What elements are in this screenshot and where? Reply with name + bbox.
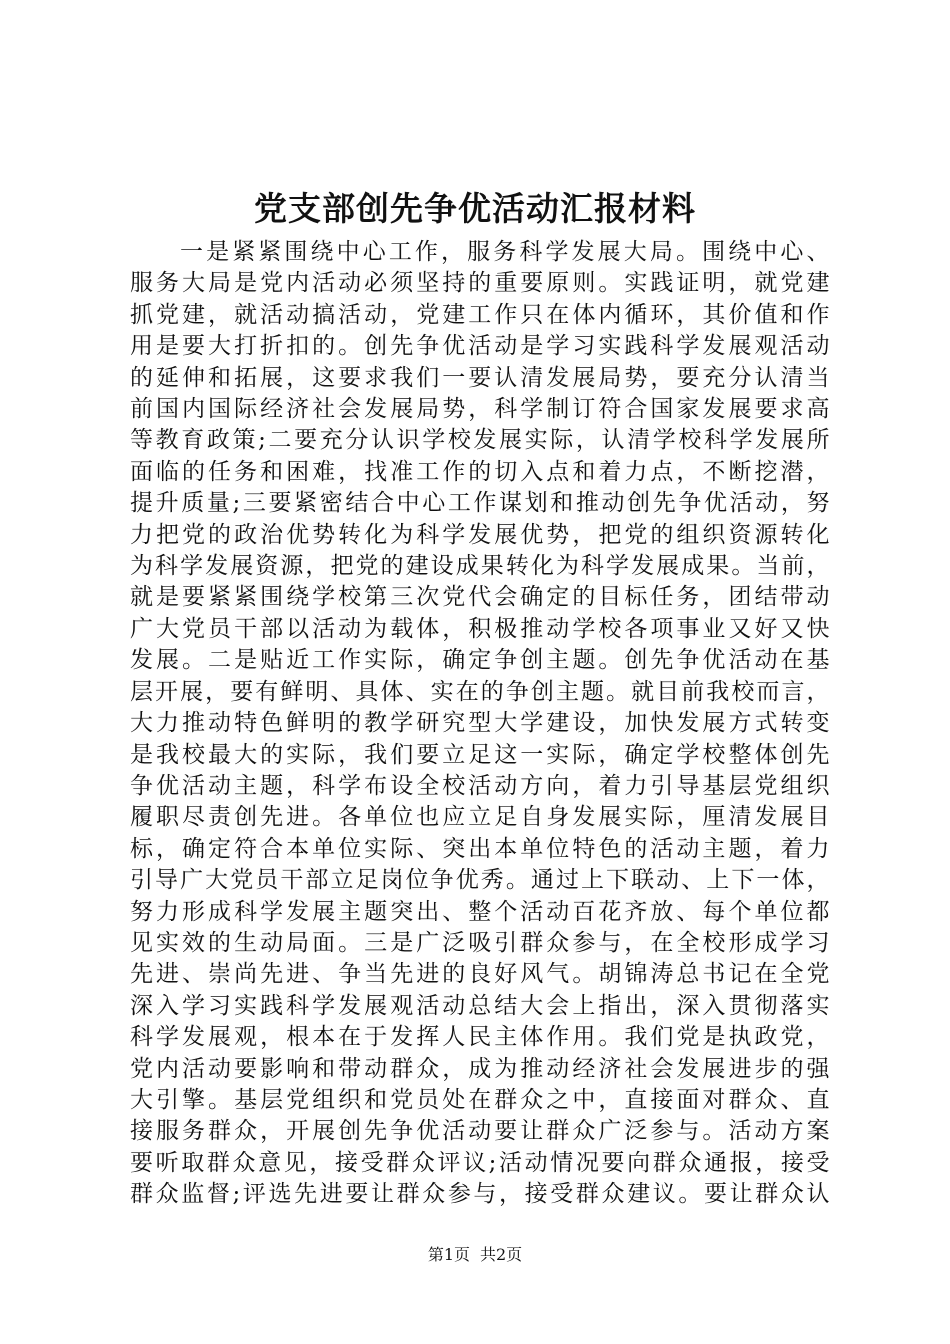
body-line: 力把党的政治优势转化为科学发展优势，把党的组织资源转化: [130, 521, 830, 548]
body-line: 服务大局是党内活动必须坚持的重要原则。实践证明，就党建: [130, 270, 830, 297]
page-footer: [0, 1244, 950, 1266]
body-line: 党内活动要影响和带动群众，成为推动经济社会发展进步的强: [130, 1055, 830, 1082]
body-line: 深入学习实践科学发展观活动总结大会上指出，深入贯彻落实: [130, 992, 830, 1019]
body-line: 标，确定符合本单位实际、突出本单位特色的活动主题，着力: [130, 835, 830, 862]
body-line: 用是要大打折扣的。创先争优活动是学习实践科学发展观活动: [130, 333, 830, 360]
body-line: 抓党建，就活动搞活动，党建工作只在体内循环，其价值和作: [130, 301, 830, 328]
body-line: 群众监督;评选先进要让群众参与，接受群众建议。要让群众认: [130, 1181, 830, 1208]
body-line: 等教育政策;二要充分认识学校发展实际，认清学校科学发展所: [130, 427, 830, 454]
body-line: 广大党员干部以活动为载体，积极推动学校各项事业又好又快: [130, 615, 830, 642]
body-line: 大引擎。基层党组织和党员处在群众之中，直接面对群众、直: [130, 1086, 830, 1113]
body-line: 努力形成科学发展主题突出、整个活动百花齐放、每个单位都: [130, 898, 830, 925]
body-line: 前国内国际经济社会发展局势，科学制订符合国家发展要求高: [130, 396, 830, 423]
document-body: [130, 237, 830, 1211]
body-line: 的延伸和拓展，这要求我们一要认清发展局势，要充分认清当: [130, 364, 830, 391]
body-line: 层开展，要有鲜明、具体、实在的争创主题。就目前我校而言，: [130, 678, 830, 705]
body-line: 一是紧紧围绕中心工作，服务科学发展大局。围绕中心、: [180, 239, 830, 265]
body-line: 引导广大党员干部立足岗位争优秀。通过上下联动、上下一体，: [130, 867, 830, 894]
document-title: 党支部创先争优活动汇报材料: [254, 189, 696, 228]
body-line: 见实效的生动局面。三是广泛吸引群众参与，在全校形成学习: [130, 929, 830, 956]
body-line: 提升质量;三要紧密结合中心工作谋划和推动创先争优活动，努: [130, 490, 830, 517]
body-line: 科学发展观，根本在于发挥人民主体作用。我们党是执政党，: [130, 1024, 830, 1051]
body-line: 就是要紧紧围绕学校第三次党代会确定的目标任务，团结带动: [130, 584, 830, 611]
body-line: 先进、崇尚先进、争当先进的良好风气。胡锦涛总书记在全党: [130, 961, 830, 988]
body-line: 履职尽责创先进。各单位也应立足自身发展实际，厘清发展目: [130, 804, 830, 831]
body-line: 为科学发展资源，把党的建设成果转化为科学发展成果。当前，: [130, 553, 830, 580]
page-number-current: 第1页: [427, 1245, 470, 1264]
body-line: 争优活动主题，科学布设全校活动方向，着力引导基层党组织: [130, 772, 830, 799]
body-line: 是我校最大的实际，我们要立足这一实际，确定学校整体创先: [130, 741, 830, 768]
body-line: 面临的任务和困难，找准工作的切入点和着力点，不断挖潜，: [130, 458, 830, 485]
body-line: 大力推动特色鲜明的教学研究型大学建设，加快发展方式转变: [130, 710, 830, 737]
body-line: 要听取群众意见，接受群众评议;活动情况要向群众通报，接受: [130, 1149, 830, 1176]
body-line: 发展。二是贴近工作实际，确定争创主题。创先争优活动在基: [130, 647, 830, 674]
page-number-total: 共2页: [480, 1245, 523, 1264]
body-line: 接服务群众，开展创先争优活动要让群众广泛参与。活动方案: [130, 1118, 830, 1145]
